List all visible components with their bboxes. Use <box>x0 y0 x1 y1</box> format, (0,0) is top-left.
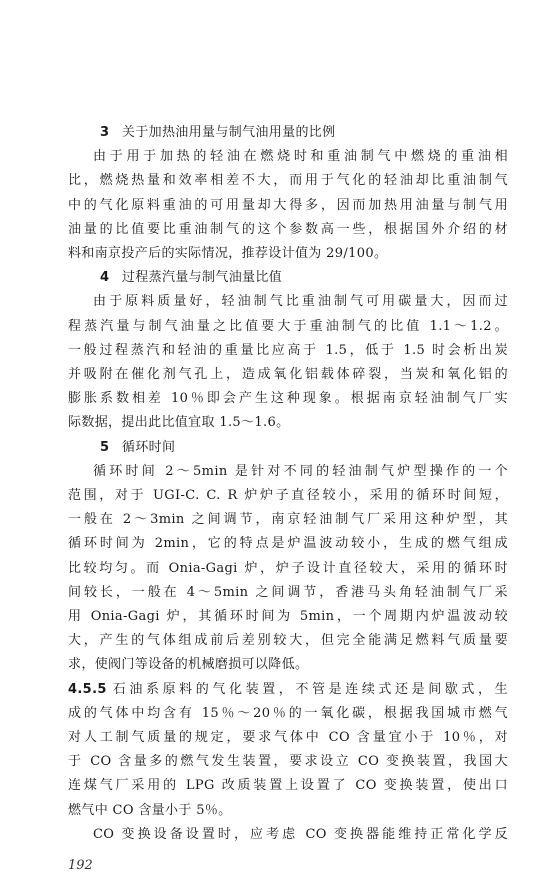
page-number: 192 <box>68 858 93 873</box>
heading-5-number: 5 <box>100 440 110 455</box>
paragraph-line: 循环时间为 2min，它的特点是炉温波动较小，生成的燃气组成 <box>68 536 508 551</box>
paragraph-line: 一般在 2～3min 之间调节，南京轻油制气厂采用这种炉型，其 <box>68 512 508 527</box>
heading-5 <box>100 441 500 454</box>
paragraph-line: 求，使阀门等设备的机械磨损可以降低。 <box>68 657 309 672</box>
paragraph-line: 燃气中 CO 含量小于 5％。 <box>68 803 232 818</box>
heading-3-number: 3 <box>100 125 110 140</box>
heading-4 <box>100 271 500 284</box>
paragraph-line: 连煤气厂采用的 LPG 改质装置上设置了 CO 变换装置，使出口 <box>68 778 508 793</box>
paragraph-line: 循环时间 2～5min 是针对不同的轻油制气炉型操作的一个 <box>93 464 508 479</box>
paragraph-line: 范围，对于 UGI-C. C. R 炉炉子直径较小，采用的循环时间短， <box>68 488 508 503</box>
paragraph-line: 间较长，一般在 4～5min 之间调节，香港马头角轻油制气厂采 <box>68 585 508 600</box>
paragraph-line: 石油系原料的气化装置，不管是连续式还是间歇式，生 <box>112 682 508 697</box>
heading-3 <box>100 126 500 139</box>
section-4-5-5-first-line <box>68 683 508 696</box>
paragraph-line: 对人工制气质量的规定，要求气体中 CO 含量宜小于 10％，对 <box>68 730 508 745</box>
paragraph-line: 中的气化原料重油的可用量却大得多，因而加热用油量与制气用 <box>68 198 508 213</box>
paragraph-line: 程蒸汽量与制气油量之比值要大于重油制气的比值 1.1～1.2。 <box>68 319 508 334</box>
paragraph-line: 用 Onia-Gagi 炉，其循环时间为 5min，一个周期内炉温波动较 <box>68 609 508 624</box>
heading-3-text: 关于加热油用量与制气油用量的比例 <box>121 125 336 140</box>
paragraph-line: 由于原料质量好，轻油制气比重油制气可用碳量大，因而过 <box>93 294 508 309</box>
section-number: 4.5.5 <box>68 682 107 697</box>
heading-5-text: 循环时间 <box>121 440 176 455</box>
paragraph-line: 膨胀系数相差 10％即会产生这种现象。根据南京轻油制气厂实 <box>68 391 508 406</box>
paragraph-line: 并吸附在催化剂气孔上，造成氧化铝载体碎裂，当炭和氧化铝的 <box>68 367 508 382</box>
heading-4-number: 4 <box>100 270 110 285</box>
paragraph-line: 成的气体中均含有 15％～20％的一氧化碳，根据我国城市燃气 <box>68 706 508 721</box>
paragraph-line: 比，燃烧热量和效率相差不大，而用于气化的轻油却比重油制气 <box>68 173 508 188</box>
paragraph-line: 油量的比值要比重油制气的这个参数高一些，根据国外介绍的材 <box>68 222 508 237</box>
heading-4-text: 过程蒸汽量与制气油量比值 <box>121 270 283 285</box>
paragraph-line: 一般过程蒸汽和轻油的重量比应高于 1.5，低于 1.5 时会析出炭 <box>68 343 508 358</box>
paragraph-line: 料和南京投产后的实际情况，推荐设计值为 29/100。 <box>68 246 388 261</box>
paragraph-line: 由于用于加热的轻油在燃烧时和重油制气中燃烧的重油相 <box>93 149 508 164</box>
paragraph-line: CO 变换设备设置时，应考虑 CO 变换器能维持正常化学反 <box>93 827 508 842</box>
paragraph-line: 大，产生的气体组成前后差别较大，但完全能满足燃料气质量要 <box>68 633 508 648</box>
paragraph-line: 于 CO 含量多的燃气发生装置，要求设立 CO 变换装置，我国大 <box>68 754 508 769</box>
paragraph-line: 际数据，提出此比值宜取 1.5～1.6。 <box>68 415 290 430</box>
paragraph-line: 比较均匀。而 Onia-Gagi 炉，炉子设计直径较大，采用的循环时 <box>68 561 508 576</box>
